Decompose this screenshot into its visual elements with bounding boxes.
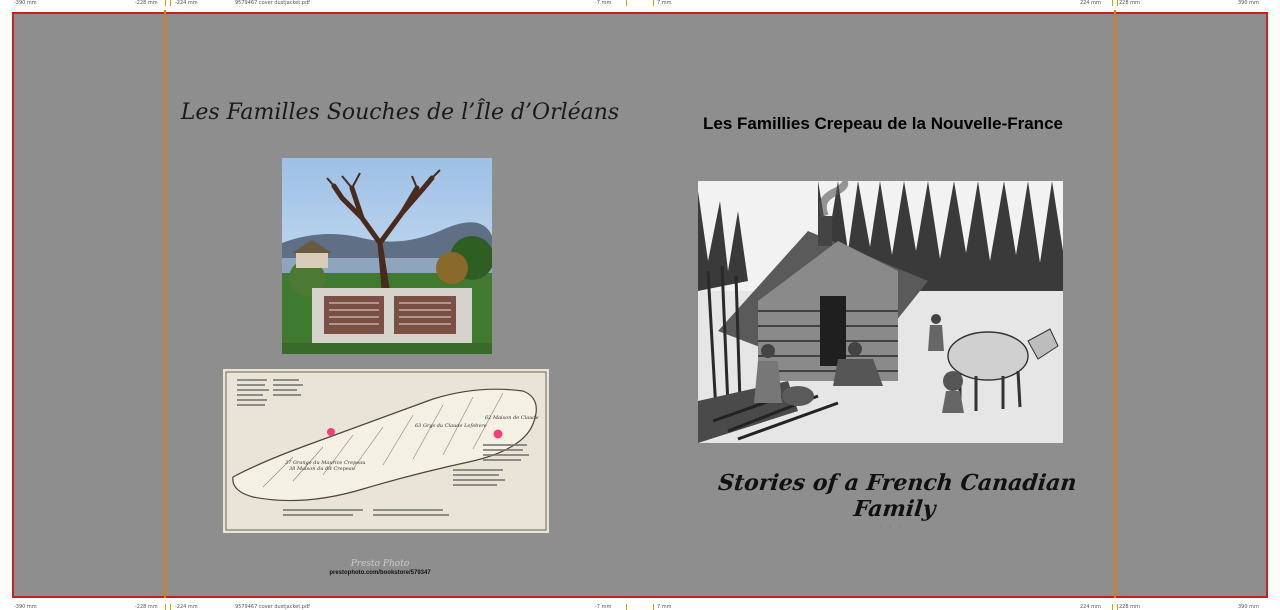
bookstore-url: prestophoto.com/bookstore/579347 (329, 570, 431, 576)
top-ruler (0, 0, 1280, 6)
ruler-label: 7 mm (657, 604, 672, 610)
ruler-label: -390 mm (14, 604, 37, 610)
ruler-label: -224 mm (175, 0, 198, 6)
left-flap-guide[interactable] (164, 10, 166, 598)
ruler-label: 9579467 cover dustjacket.pdf (235, 604, 310, 610)
ruler-label: 228 mm (1119, 0, 1140, 6)
svg-text:37 Grange du Maurice Crepeau: 37 Grange du Maurice Crepeau (285, 460, 366, 466)
ruler-label: 224 mm (1080, 604, 1101, 610)
ruler-label: -7 mm (595, 604, 612, 610)
ruler-label: -228 mm (135, 604, 158, 610)
back-cover-title[interactable]: Les Familles Souches de l’Île d’Orléans (180, 100, 620, 125)
svg-text:38 Maison du dit Crepeau: 38 Maison du dit Crepeau (289, 466, 355, 472)
island-map[interactable] (223, 369, 549, 533)
ruler-label: 390 mm (1238, 604, 1259, 610)
ruler-label: 9579467 cover dustjacket.pdf (235, 0, 310, 6)
monument-photo[interactable] (282, 158, 492, 354)
placeholder-dots: . . . (880, 523, 904, 529)
ruler-label: -7 mm (595, 0, 612, 6)
ruler-label: 224 mm (1080, 0, 1101, 6)
ruler-label: -390 mm (14, 0, 37, 6)
front-cover-title[interactable]: Les Famillies Crepeau de la Nouvelle-France (703, 114, 1063, 133)
right-flap-guide[interactable] (1114, 10, 1116, 598)
cabin-engraving[interactable] (698, 181, 1063, 443)
svg-text:62 Maison de Claude: 62 Maison de Claude (485, 415, 539, 421)
ruler-label: -224 mm (175, 604, 198, 610)
bottom-ruler (0, 604, 1280, 610)
front-cover-subtitle[interactable]: Stories of a French Canadian Family (716, 470, 1078, 522)
ruler-label: 390 mm (1238, 0, 1259, 6)
ruler-label: 7 mm (657, 0, 672, 6)
ruler-label: -228 mm (135, 0, 158, 6)
presto-photo-logo: Presto Photo (350, 559, 410, 569)
svg-text:63 Grgs du Claude Lefebvre: 63 Grgs du Claude Lefebvre (415, 423, 487, 429)
ruler-label: 228 mm (1119, 604, 1140, 610)
